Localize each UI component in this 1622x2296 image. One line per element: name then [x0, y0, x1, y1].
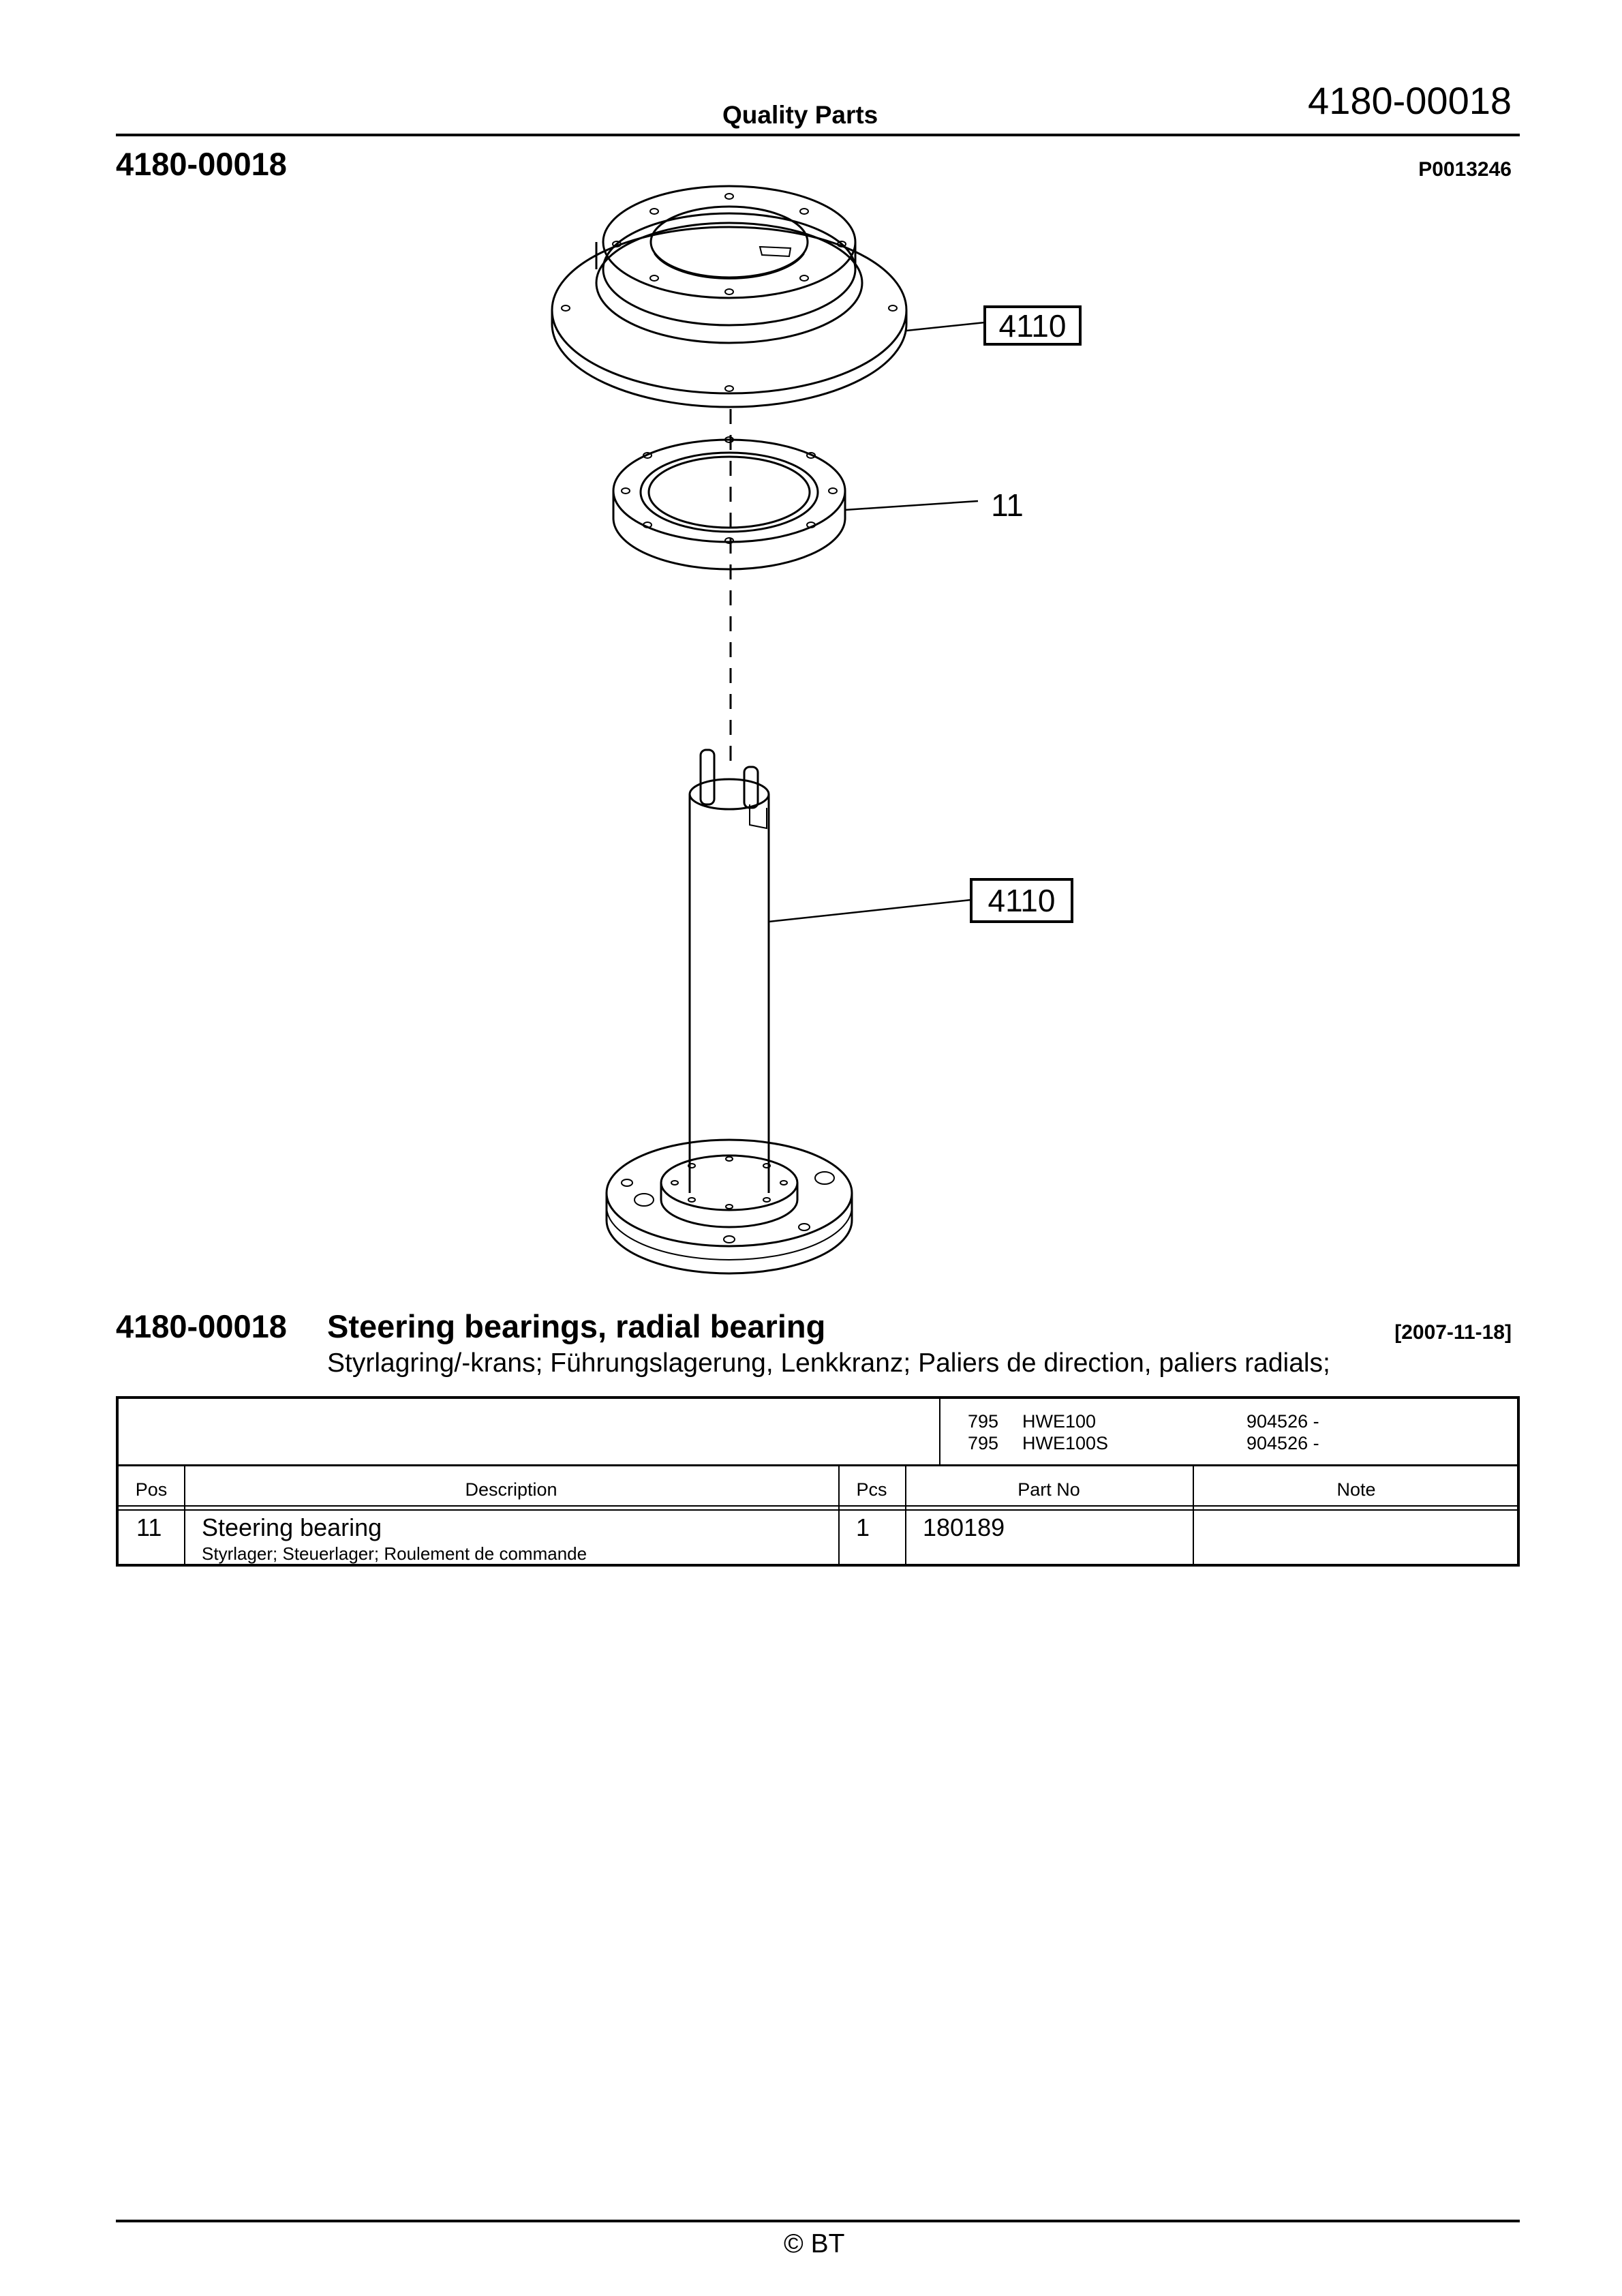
model-name: HWE100: [1022, 1411, 1097, 1432]
cell-pos: 11: [136, 1513, 162, 1541]
model-serial: 904526 -: [1246, 1433, 1319, 1453]
table-rule: [119, 1505, 1517, 1507]
leader-line: [906, 322, 985, 331]
steering-column-part: [607, 750, 852, 1273]
drawing-id: P0013246: [1418, 158, 1512, 181]
callout-label: 4110: [988, 883, 1056, 918]
cell-pcs: 1: [856, 1513, 870, 1541]
callout-label: 4110: [998, 308, 1067, 344]
column-header-part-no: Part No: [1017, 1479, 1080, 1500]
section-title: Steering bearings, radial bearing: [327, 1308, 826, 1344]
footer-rule: [116, 2220, 1520, 2222]
section-code: 4180-00018: [116, 1308, 287, 1344]
column-header-pcs: Pcs: [856, 1479, 887, 1500]
model-code: 795: [968, 1433, 999, 1453]
model-code: 795: [968, 1411, 999, 1432]
header-doc-number: 4180-00018: [1308, 79, 1512, 122]
figure-code: 4180-00018: [116, 146, 287, 182]
steering-bearing-part: [613, 437, 845, 569]
table-rule: [119, 1509, 1517, 1511]
table-rule: [119, 1464, 1517, 1466]
top-flange-part: [552, 186, 906, 407]
model-serial: 904526 -: [1246, 1411, 1319, 1432]
section-date: [2007-11-18]: [1394, 1321, 1512, 1344]
column-header-description: Description: [465, 1479, 557, 1500]
leader-line: [769, 900, 971, 922]
section-subtitle: Styrlagring/-krans; Führungslagerung, Lenkkranz; Paliers de direction, paliers radials;: [327, 1348, 1330, 1378]
footer-copyright: © BT: [784, 2229, 845, 2259]
leader-line: [845, 501, 978, 510]
column-header-note: Note: [1336, 1479, 1376, 1500]
cell-description: Steering bearing: [202, 1513, 382, 1541]
callout-label: 11: [991, 487, 1024, 523]
model-name: HWE100S: [1022, 1433, 1109, 1453]
model-divider: [939, 1399, 940, 1464]
header-title: Quality Parts: [722, 101, 878, 129]
column-header-pos: Pos: [135, 1479, 168, 1500]
cell-description-translations: Styrlager; Steuerlager; Roulement de commande: [202, 1543, 587, 1564]
cell-part-no: 180189: [923, 1513, 1005, 1541]
parts-table: [116, 1396, 1520, 1567]
